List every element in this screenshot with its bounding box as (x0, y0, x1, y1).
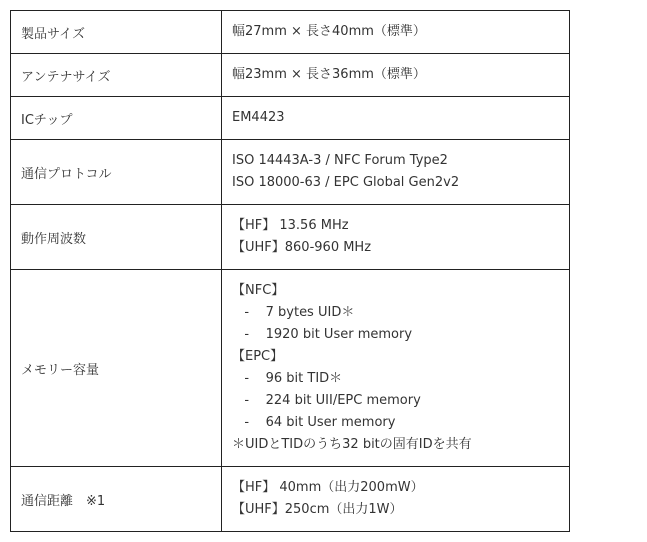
row-value-protocol (222, 140, 570, 205)
value-line: - 64 bit User memory (232, 415, 396, 430)
row-label-memory: メモリー容量 (11, 270, 222, 467)
value-line: EM4423 (232, 110, 285, 125)
table-row (11, 11, 570, 54)
value-line: - 7 bytes UID＊ (232, 305, 355, 320)
row-value-frequency (222, 205, 570, 270)
value-line: 【EPC】 (232, 349, 284, 364)
value-line: 【HF】 13.56 MHz (232, 218, 349, 233)
value-line: - 96 bit TID＊ (232, 371, 343, 386)
value-line: ISO 14443A-3 / NFC Forum Type2 (232, 153, 448, 168)
table-row (11, 270, 570, 467)
value-line: - 1920 bit User memory (232, 327, 413, 342)
table-row (11, 97, 570, 140)
value-line: ＊UIDとTIDのうち32 bitの固有IDを共有 (232, 437, 472, 452)
table-row (11, 54, 570, 97)
row-value-antenna-size (222, 54, 570, 97)
row-value-memory (222, 270, 570, 467)
value-line: 幅23mm × 長さ36mm（標準） (232, 67, 426, 82)
spec-table (10, 10, 570, 532)
value-line: ISO 18000-63 / EPC Global Gen2v2 (232, 175, 460, 190)
table-row (11, 467, 570, 532)
row-value-ic-chip (222, 97, 570, 140)
row-label-ic-chip: ICチップ (11, 97, 222, 140)
row-label-protocol: 通信プロトコル (11, 140, 222, 205)
value-line: 【NFC】 (232, 283, 285, 298)
row-label-antenna-size: アンテナサイズ (11, 54, 222, 97)
row-label-product-size: 製品サイズ (11, 11, 222, 54)
value-line: 【HF】 40mm（出力200mW） (232, 480, 424, 495)
row-value-range (222, 467, 570, 532)
value-line: 幅27mm × 長さ40mm（標準） (232, 24, 426, 39)
value-line: - 224 bit UII/EPC memory (232, 393, 421, 408)
table-row (11, 205, 570, 270)
row-value-product-size (222, 11, 570, 54)
value-line: 【UHF】250cm（出力1W） (232, 502, 403, 517)
value-line: 【UHF】860-960 MHz (232, 240, 372, 255)
table-row (11, 140, 570, 205)
row-label-range: 通信距離 ※1 (11, 467, 222, 532)
row-label-frequency: 動作周波数 (11, 205, 222, 270)
